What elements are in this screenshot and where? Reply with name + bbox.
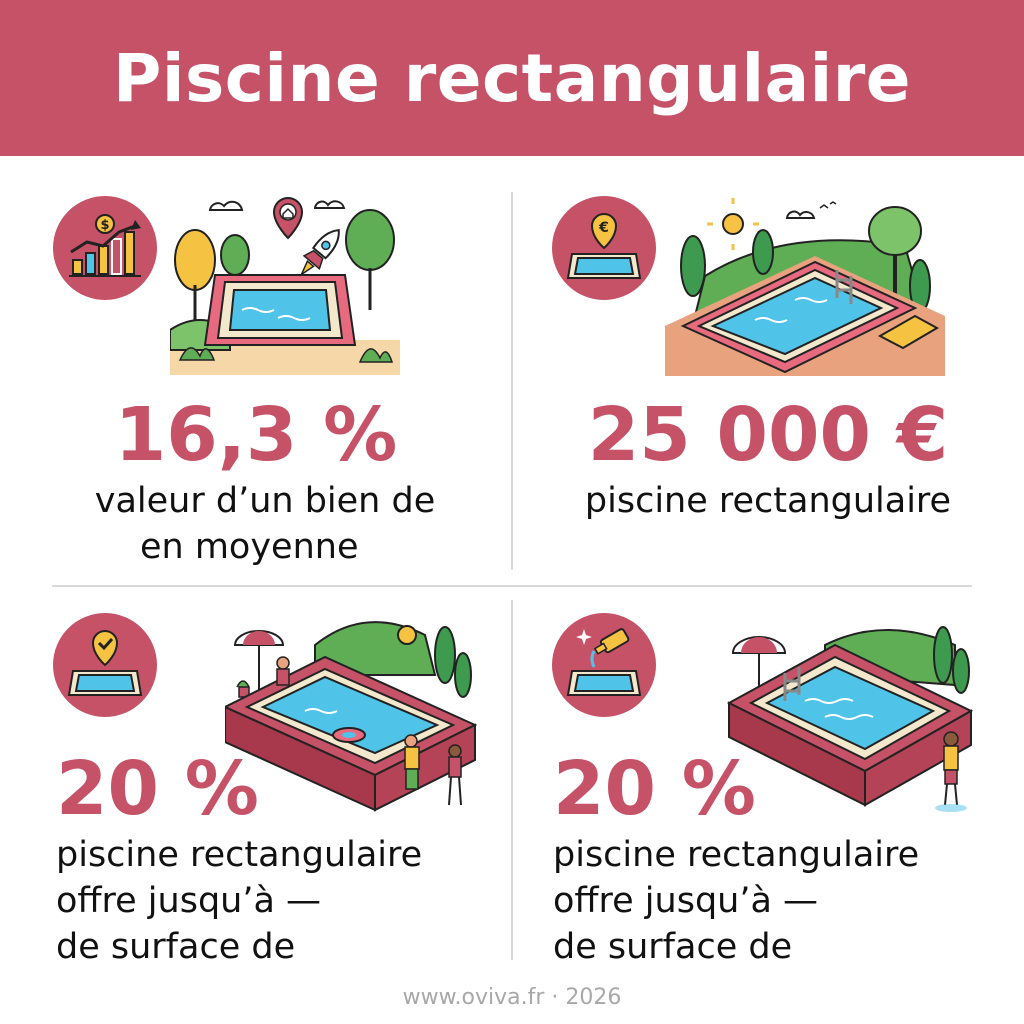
stat-value: 16,3 % (114, 392, 398, 478)
footer-credit: www.oviva.fr · 2026 (402, 985, 622, 1010)
horizontal-divider (52, 585, 972, 587)
stat-description (512, 478, 1024, 524)
check-pool-icon (53, 613, 157, 717)
chart-growth-dollar-icon (53, 196, 157, 300)
description-line: piscine rectangulaire (56, 835, 423, 875)
stat-value: 25 000 € (587, 392, 949, 478)
description-line: valeur d’un bien de (94, 481, 436, 521)
euro-pool-icon (552, 196, 656, 300)
description-line: offre jusqu’à — (553, 881, 819, 921)
description-line: de surface de (553, 927, 793, 967)
stat-description (0, 478, 530, 570)
header-banner (0, 0, 1024, 156)
pour-pool-icon (552, 613, 656, 717)
description-line: offre jusqu’à — (56, 881, 322, 921)
stat-description (553, 832, 919, 970)
stat-value: 20 % (56, 746, 259, 832)
svg-text:€: € (599, 220, 609, 236)
description-line: piscine rectangulaire (553, 835, 920, 875)
page-title: Piscine rectangulaire (112, 39, 912, 117)
pool-family-illustration (225, 615, 485, 820)
stat-description (56, 832, 422, 970)
vertical-divider-bottom (511, 600, 513, 960)
pool-umbrella-illustration (725, 615, 975, 815)
stat-value: 20 % (553, 746, 756, 832)
pool-rocket-illustration (170, 190, 400, 375)
pool-garden-illustration (665, 196, 945, 376)
description-line: piscine rectangulaire (584, 481, 952, 521)
description-line: de surface de (56, 927, 296, 967)
svg-text:$: $ (100, 218, 110, 233)
description-line: en moyenne (140, 527, 359, 567)
